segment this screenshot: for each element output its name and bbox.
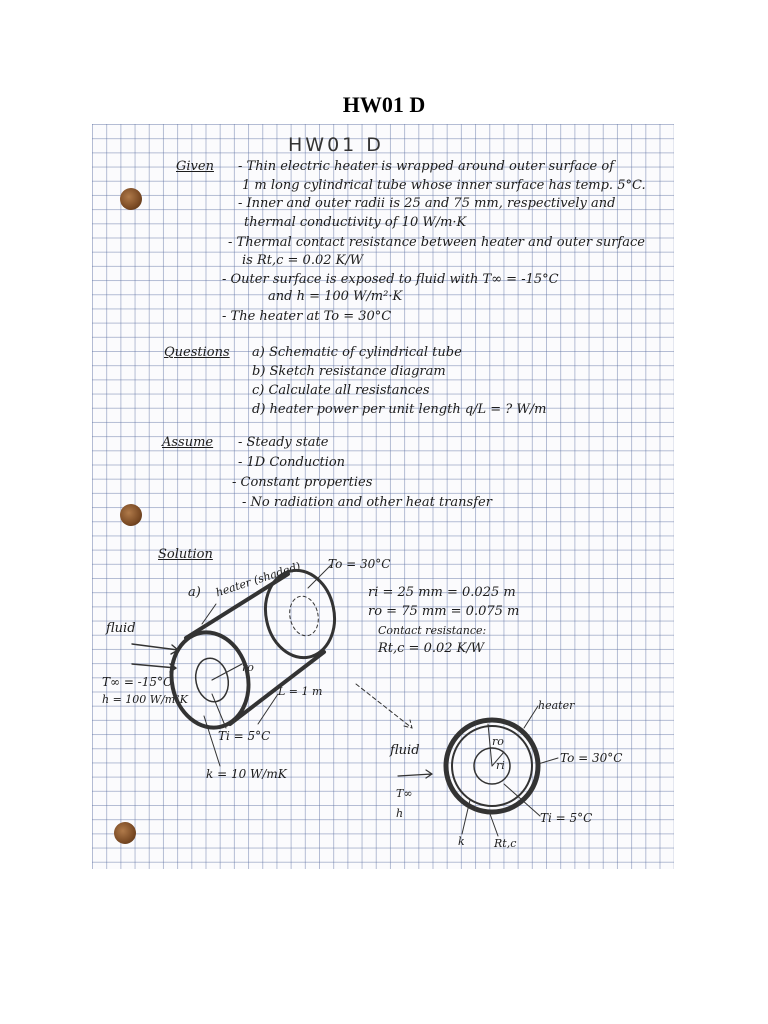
cross-section-ro [488,724,492,766]
cylinder-front-outer [163,625,257,735]
solution-heading: Solution [158,547,213,562]
k-leader [204,716,220,766]
value-line: ri = 25 mm = 0.025 m [368,585,516,600]
ti-leader [212,694,226,728]
cs-ro-label: ro [492,735,504,748]
question-line: a) Schematic of cylindrical tube [252,345,462,360]
fluid-arrow [132,644,178,654]
transition-arrow [356,684,412,728]
given-line: - Outer surface is exposed to fluid with T∞ = -15°C [222,272,559,287]
given-line: thermal conductivity of 10 W/m·K [244,215,467,230]
value-line: ro = 75 mm = 0.075 m [368,604,520,619]
value-line: Rt,c = 0.02 K/W [378,641,485,656]
ro-label: ro [242,661,254,674]
length-label: L = 1 m [278,685,323,698]
cs-to-leader [538,758,558,764]
cylinder-back [258,564,343,664]
assume-line: - 1D Conduction [238,455,346,470]
h-label: h = 100 W/m²K [102,693,188,706]
radius-line [212,664,242,680]
question-line: c) Calculate all resistances [252,383,430,398]
notebook-page [92,124,674,869]
cs-ri-label: ri [496,759,505,772]
value-line: Contact resistance: [378,624,487,637]
cs-rtc-label: Rt,c [494,837,517,850]
questions-heading: Questions [164,345,230,360]
given-line: - Thin electric heater is wrapped around outer surface of [238,159,615,174]
assume-line: - Constant properties [232,475,373,490]
given-line: - Thermal contact resistance between heater and outer surface [228,235,645,250]
sheet-title: HW01 D [288,134,384,156]
part-a-label: a) [188,585,201,600]
assume-line: - No radiation and other heat transfer [242,495,492,510]
cross-section-ri [492,752,504,766]
fluid-label: fluid [106,621,136,636]
cs-rtc-leader [490,814,498,836]
tinf-label: T∞ = -15°C [102,675,173,689]
cylinder-back-inner [286,594,322,639]
document-title: HW01 D [342,92,426,117]
given-line: 1 m long cylindrical tube whose inner surface has temp. 5°C. [242,178,646,193]
given-line: is Rt,c = 0.02 K/W [242,253,364,268]
question-line: b) Sketch resistance diagram [252,364,446,379]
sketch-drawing [92,124,674,869]
given-line: and h = 100 W/m²·K [268,289,403,304]
k-label: k = 10 W/mK [206,767,287,781]
cs-tinf-label: T∞ [396,787,413,800]
cs-fluid-label: fluid [390,743,420,758]
assume-line: - Steady state [238,435,329,450]
cs-h-label: h [396,807,404,820]
fluid-arrow [132,664,176,672]
given-line: - The heater at To = 30°C [222,309,392,324]
cs-heater-leader [524,706,538,728]
given-line: - Inner and outer radii is 25 and 75 mm, respectively and [238,196,616,211]
cylinder-top-edge [186,574,288,638]
question-line: d) heater power per unit length q/L = ? W/m [252,402,547,417]
cs-heater-label: heater [538,699,575,712]
cs-to-label: To = 30°C [560,751,623,765]
to-label: To = 30°C [328,557,391,571]
cs-ti-label: Ti = 5°C [540,811,593,825]
given-heading: Given [176,159,214,174]
heater-label: heater (shaded) [214,559,303,600]
ti-label: Ti = 5°C [218,729,271,743]
cs-k-label: k [458,835,465,848]
cs-fluid-arrow [398,770,432,778]
assume-heading: Assume [162,435,214,450]
